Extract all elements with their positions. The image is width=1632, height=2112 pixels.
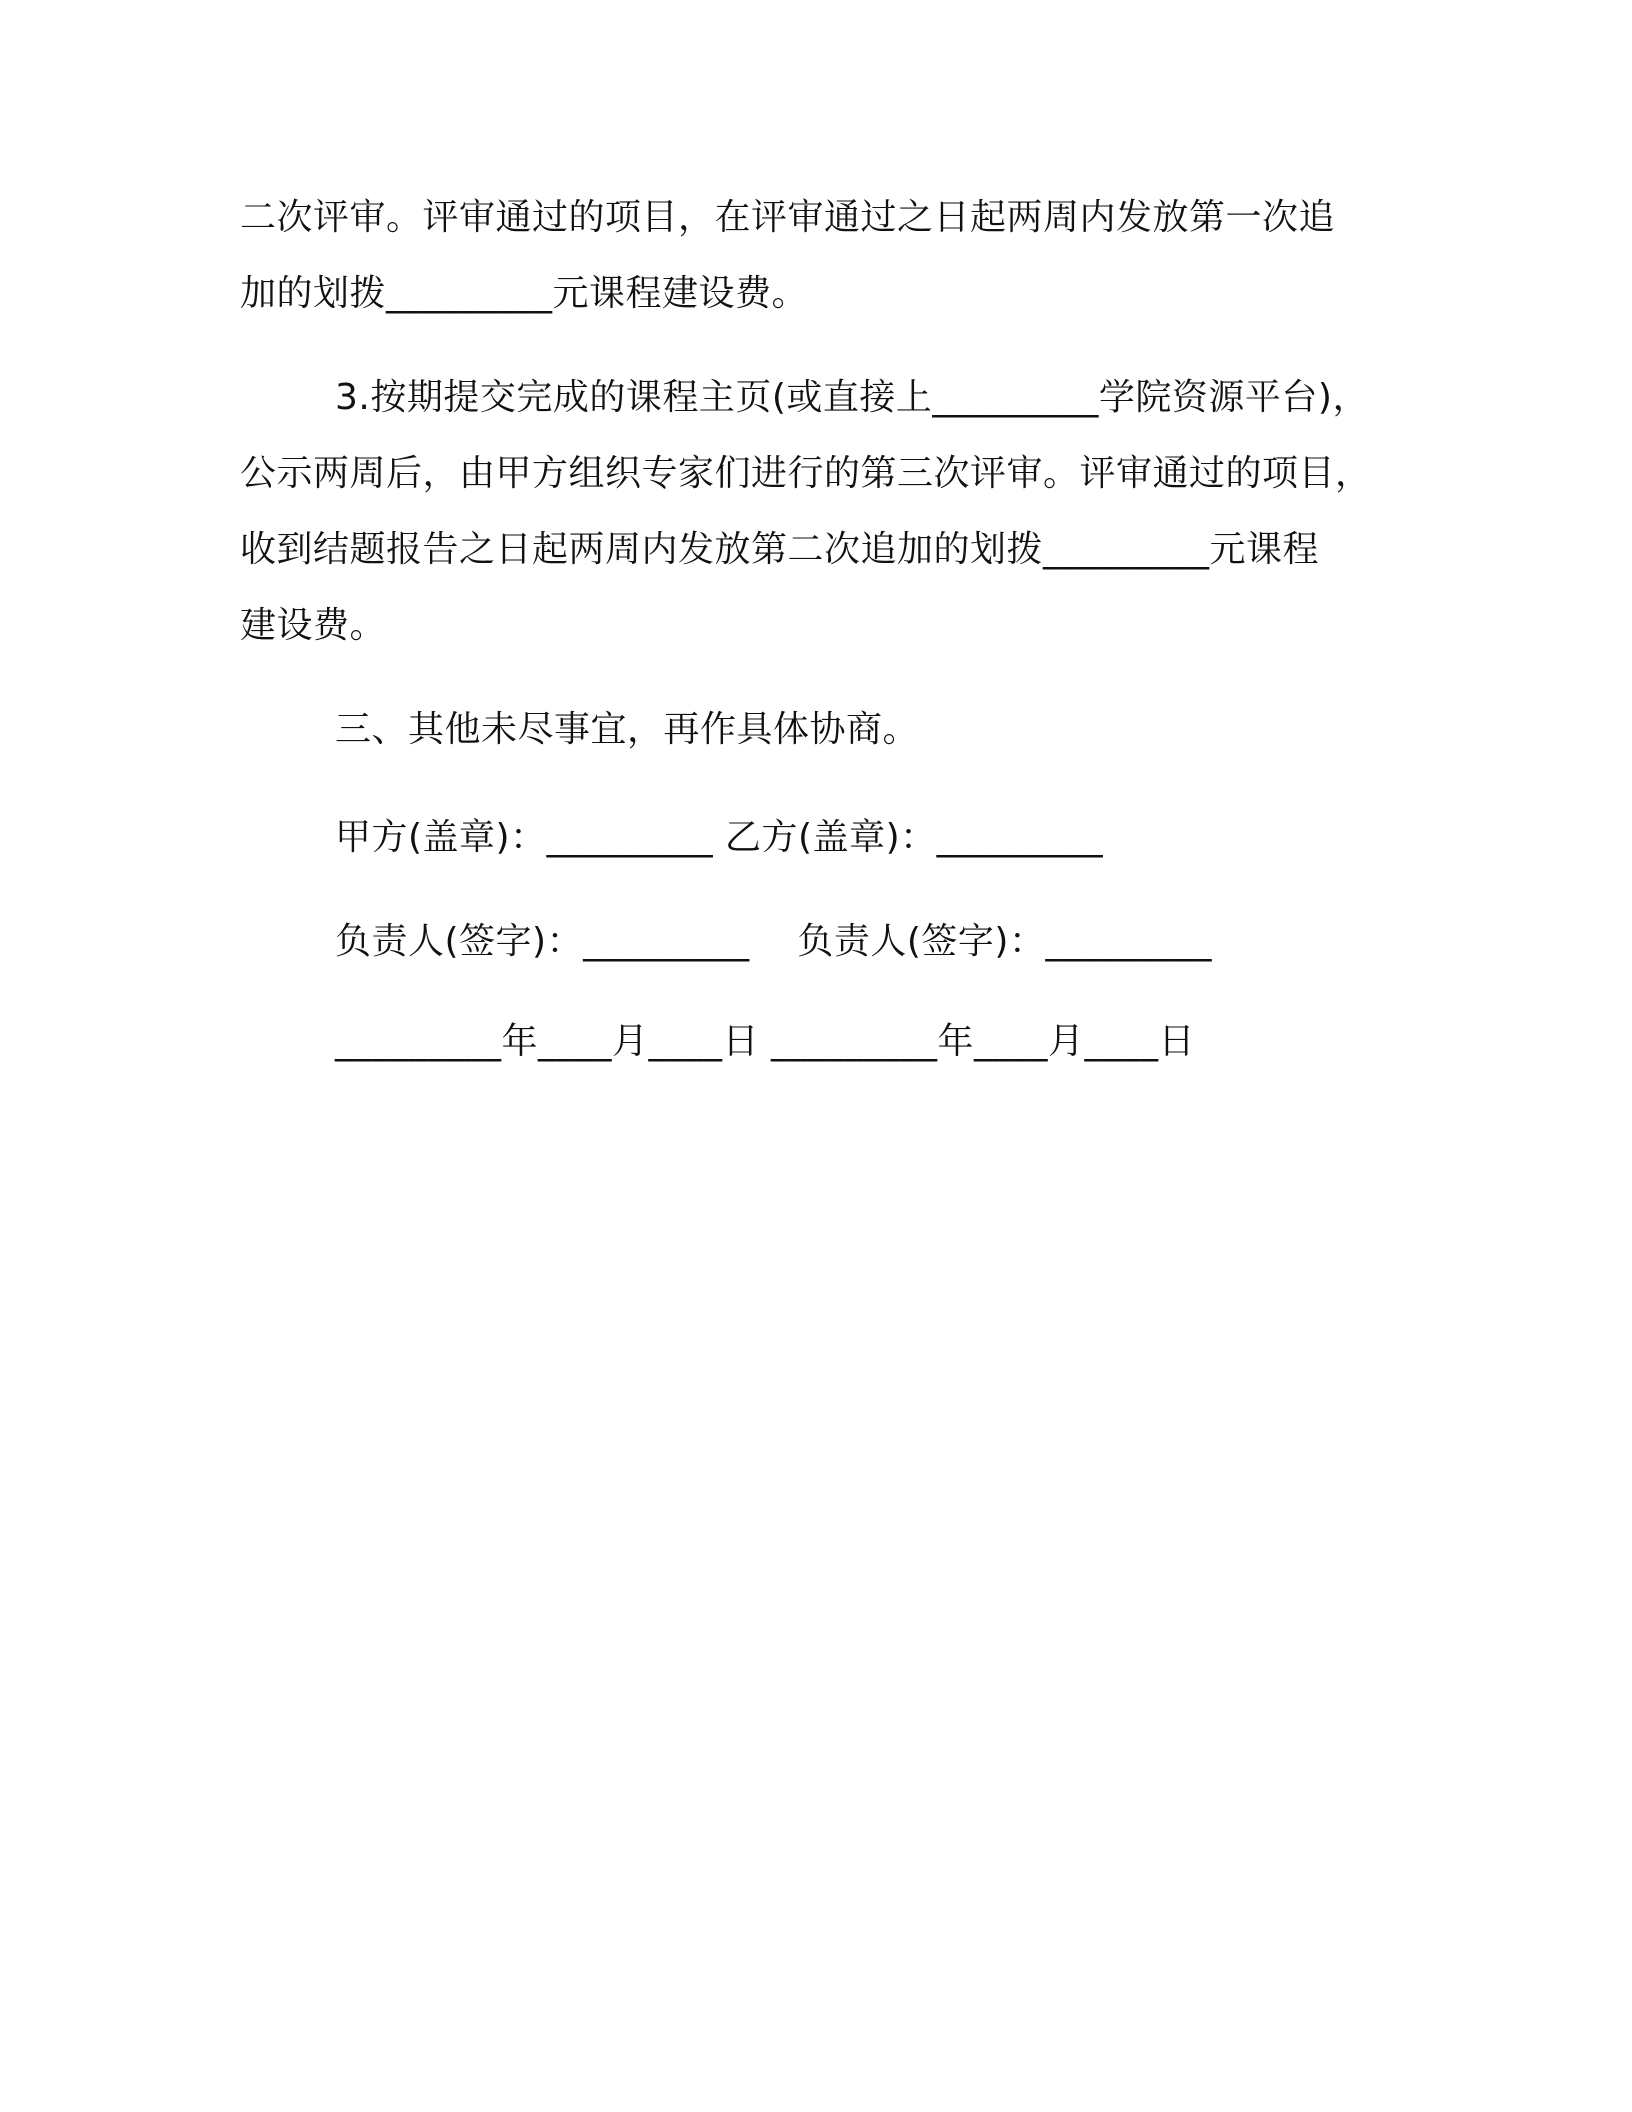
paragraph-line: 3.按期提交完成的课程主页(或直接上_________学院资源平台)， (335, 377, 1369, 418)
seal-line: 甲方(盖章)：_________ 乙方(盖章)：_________ (335, 817, 1104, 858)
section-heading: 三、其他未尽事宜，再作具体协商。 (335, 709, 920, 750)
paragraph-line: 公示两周后，由甲方组织专家们进行的第三次评审。评审通过的项目， (240, 453, 1372, 494)
paragraph-line: 加的划拨_________元课程建设费。 (240, 273, 809, 314)
paragraph-line: 建设费。 (240, 605, 387, 646)
date-line: _________年____月____日 _________年____月____日 (335, 1021, 1195, 1062)
paragraph-line: 二次评审。评审通过的项目，在评审通过之日起两周内发放第一次追 (240, 197, 1336, 238)
paragraph-line: 收到结题报告之日起两周内发放第二次追加的划拨_________元课程 (240, 529, 1320, 570)
signer-line: 负责人(签字)：_________ 负责人(签字)：_________ (335, 921, 1212, 962)
